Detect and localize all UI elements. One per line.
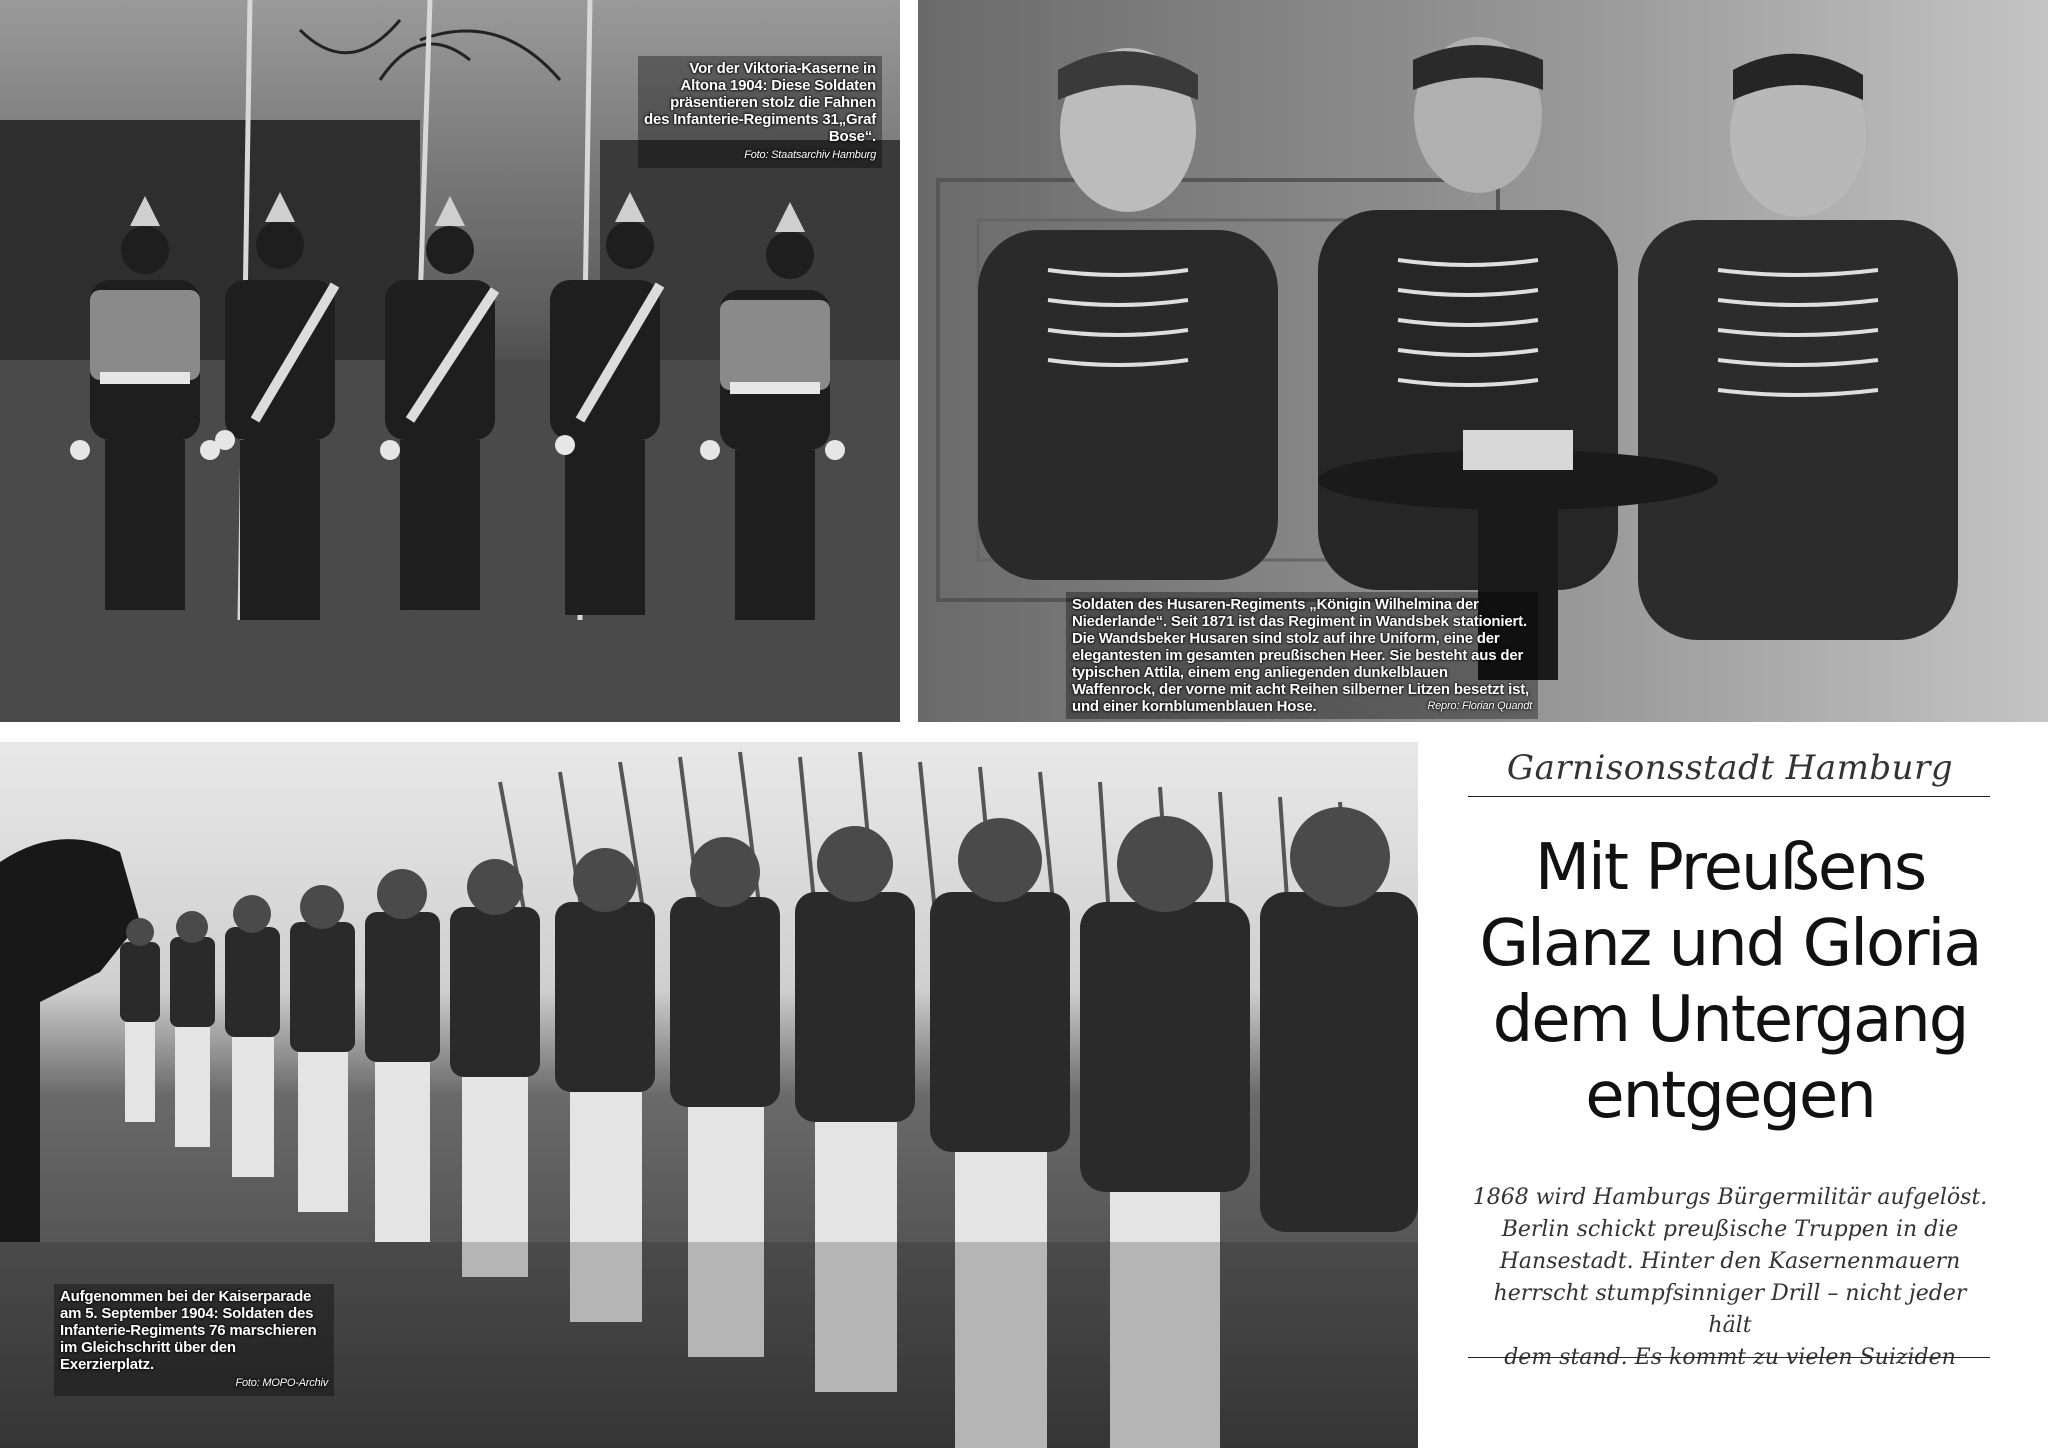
deck-line: 1868 wird Hamburgs Bürgermilitär aufgelöst. bbox=[1472, 1185, 1988, 1210]
photo-marching-infantry bbox=[0, 742, 1418, 1448]
deck-line: herrscht stumpfsinniger Drill – nicht jeder hält bbox=[1493, 1281, 1967, 1338]
headline-line: Mit Preußens bbox=[1534, 831, 1926, 905]
photo-hussars bbox=[918, 0, 2048, 722]
deck-line: dem stand. Es kommt zu vielen Suiziden bbox=[1504, 1345, 1956, 1370]
headline-line: entgegen bbox=[1585, 1059, 1875, 1133]
photo-credit: Foto: MOPO-Archiv bbox=[235, 1377, 328, 1389]
deck-line: Hansestadt. Hinter den Kasernenmauern bbox=[1499, 1249, 1961, 1274]
deck-line: Berlin schickt preußische Truppen in die bbox=[1501, 1217, 1959, 1242]
caption-soldiers-with-flags bbox=[638, 56, 882, 168]
caption-text: Vor der Viktoria-Kaserne in Altona 1904: Diese Soldaten präsentieren stolz die Fahnen des Infanterie-Regiments 31„Graf Bose“. bbox=[644, 60, 877, 145]
article-deck bbox=[1470, 1182, 1990, 1374]
headline-line: Glanz und Gloria bbox=[1479, 907, 1981, 981]
article-headline bbox=[1460, 830, 2000, 1134]
divider-top bbox=[1468, 796, 1990, 797]
photo-soldiers-with-flags bbox=[0, 0, 900, 722]
caption-text: Soldaten des Husaren-Regiments „Königin Wilhelmina der Niederlande“. Seit 1871 ist das Regiment in Wandsbek stationiert. Die Wandsbeker Husaren sind stolz auf ihre Uniform, eine der elegantesten im gesamten preußischen Heer. Sie besteht aus der typischen Attila, einem eng anliegenden dunkelblauen Waffenrock, der vorne mit acht Reihen silberner Litzen besetzt ist, und einer kornblumenblauen Hose. bbox=[1072, 596, 1529, 715]
article-kicker: Garnisonsstadt Hamburg bbox=[1506, 748, 1954, 788]
divider-bottom bbox=[1468, 1357, 1990, 1358]
headline-line: dem Untergang bbox=[1492, 983, 1968, 1057]
photo-credit: Foto: Staatsarchiv Hamburg bbox=[744, 149, 876, 161]
caption-hussars bbox=[1066, 592, 1538, 719]
caption-marching-infantry bbox=[54, 1284, 334, 1396]
caption-text: Aufgenommen bei der Kaiserparade am 5. September 1904: Soldaten des Infanterie-Regiments 76 marschieren im Gleichschritt über den Exerzierplatz. bbox=[60, 1288, 317, 1373]
photo-credit: Repro: Florian Quandt bbox=[1427, 700, 1532, 712]
